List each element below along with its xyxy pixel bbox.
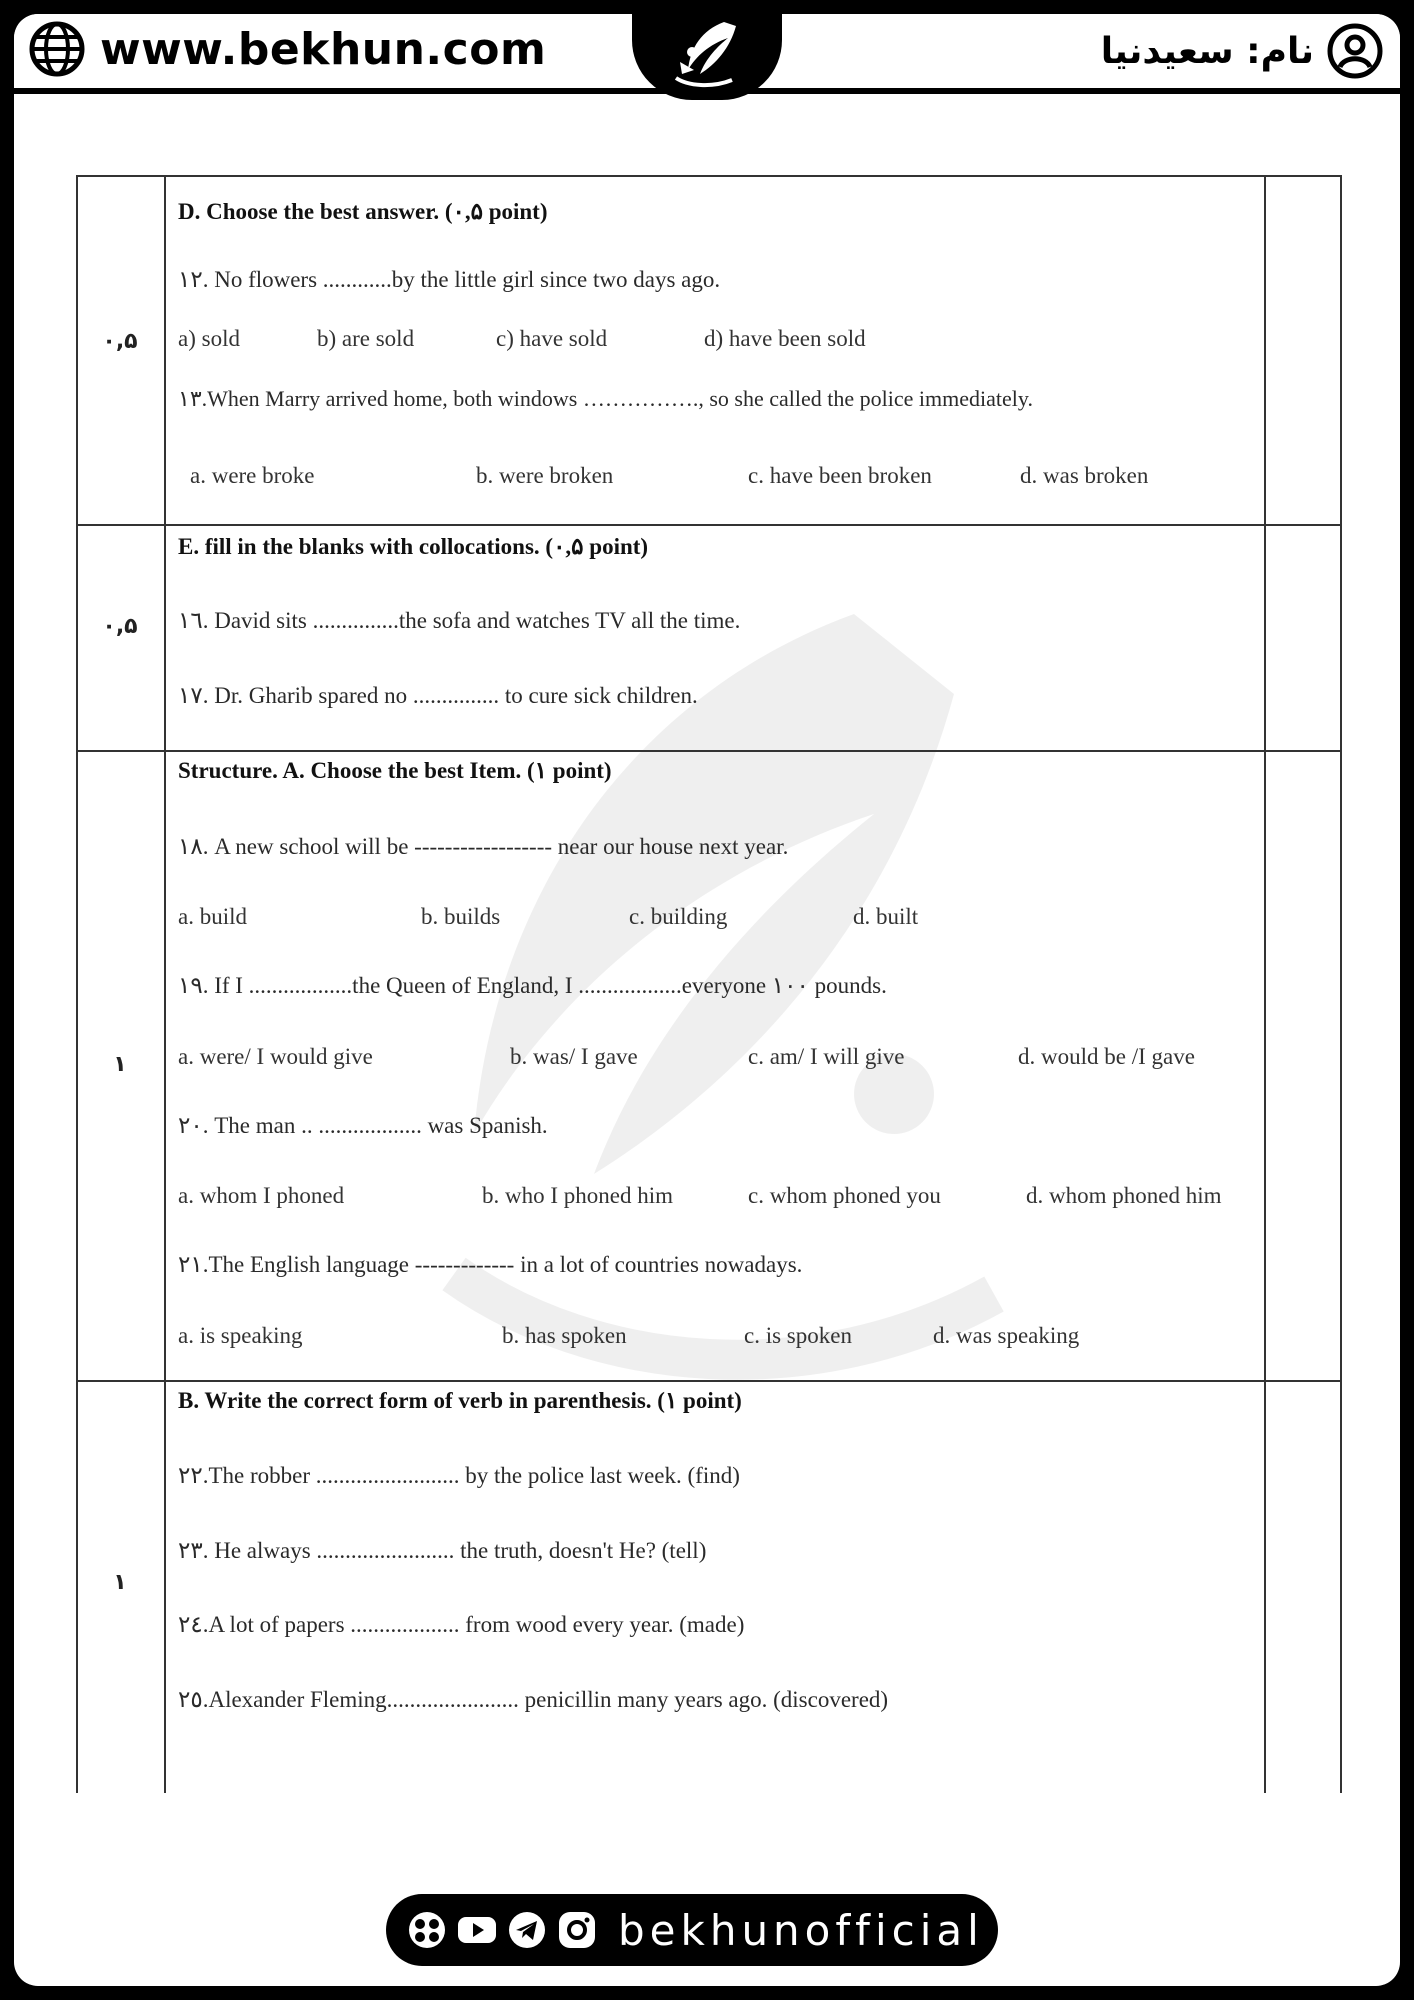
q20-option-a: a. whom I phoned xyxy=(178,1183,345,1208)
q12-option-c: c) have sold xyxy=(496,326,608,351)
social-handle: bekhunofficial xyxy=(618,1905,984,1955)
question-16: ۱٦. David sits ...............the sofa and watches TV all the time. xyxy=(178,608,741,633)
q13-option-c: c. have been broken xyxy=(748,463,932,488)
question-19: ۱۹. If I ..................the Queen of England, I ..................everyone ۱۰۰ pounds. xyxy=(178,973,887,998)
question-13: ۱۳.When Marry arrived home, both windows ……………., so she called the police immediately. xyxy=(178,386,1033,411)
section-e xyxy=(78,524,1340,752)
section-e-score: ۰,۵ xyxy=(102,614,138,639)
exam-table xyxy=(76,175,1342,1793)
section-structure-b-score: ۱ xyxy=(113,1570,127,1595)
q20-option-c: c. whom phoned you xyxy=(748,1183,941,1208)
question-12: ۱۲. No flowers ............by the little girl since two days ago. xyxy=(178,267,721,292)
section-structure-a-score: ۱ xyxy=(113,1052,127,1077)
q13-option-a: a. were broke xyxy=(190,463,315,488)
section-structure-b-title: B. Write the correct form of verb in parenthesis. (۱ point) xyxy=(178,1388,742,1413)
q12-option-a: a) sold xyxy=(178,326,240,351)
q20-option-d: d. whom phoned him xyxy=(1026,1183,1222,1208)
globe-icon xyxy=(28,20,86,78)
q18-option-d: d. built xyxy=(853,904,919,929)
question-20: ۲۰. The man .. .................. was Spanish. xyxy=(178,1113,548,1138)
q18-option-b: b. builds xyxy=(421,904,501,929)
section-structure-a-title: Structure. A. Choose the best Item. (۱ point) xyxy=(178,758,612,783)
question-22: ۲۲.The robber ......................... by the police last week. (find) xyxy=(178,1463,740,1488)
q18-option-c: c. building xyxy=(629,904,728,929)
question-18: ۱۸. A new school will be ------------------ near our house next year. xyxy=(178,834,789,859)
q19-option-a: a. were/ I would give xyxy=(178,1044,373,1069)
section-e-title: E. fill in the blanks with collocations. (۰,۵ point) xyxy=(178,534,649,559)
question-23: ۲۳. He always ........................ the truth, doesn't He? (tell) xyxy=(178,1538,707,1563)
site-url: www.bekhun.com xyxy=(100,23,547,75)
top-bar xyxy=(14,14,1400,94)
q12-option-d: d) have been sold xyxy=(704,326,866,351)
q21-option-b: b. has spoken xyxy=(502,1323,627,1348)
q19-option-c: c. am/ I will give xyxy=(748,1044,905,1069)
brand-logo xyxy=(632,14,782,100)
q19-option-b: b. was/ I gave xyxy=(510,1044,638,1069)
page-frame xyxy=(14,14,1400,1986)
question-21: ۲۱.The English language ------------- in a lot of countries nowadays. xyxy=(178,1252,803,1277)
q12-option-b: b) are sold xyxy=(317,326,415,351)
q21-option-a: a. is speaking xyxy=(178,1323,303,1348)
q13-option-d: d. was broken xyxy=(1020,463,1149,488)
social-footer[interactable] xyxy=(386,1894,998,1966)
section-d-title: D. Choose the best answer. (۰,۵ point) xyxy=(178,199,548,224)
section-structure-a xyxy=(78,750,1340,1382)
question-25: ۲٥.Alexander Fleming....................... penicillin many years ago. (discovered) xyxy=(178,1687,889,1712)
aparat-icon[interactable] xyxy=(406,1909,448,1951)
q20-option-b: b. who I phoned him xyxy=(482,1183,674,1208)
site-link[interactable] xyxy=(28,20,546,78)
question-24: ۲٤.A lot of papers ................... from wood every year. (made) xyxy=(178,1612,745,1637)
q18-option-a: a. build xyxy=(178,904,247,929)
q19-option-d: d. would be /I gave xyxy=(1018,1044,1195,1069)
q13-option-b: b. were broken xyxy=(476,463,614,488)
section-structure-b xyxy=(78,1380,1340,1793)
question-17: ۱۷. Dr. Gharib spared no ............... to cure sick children. xyxy=(178,683,698,708)
section-d-score: ۰,۵ xyxy=(102,329,138,354)
section-d xyxy=(78,177,1340,526)
quill-logo-icon xyxy=(632,14,782,100)
user-icon xyxy=(1326,22,1384,80)
q21-option-c: c. is spoken xyxy=(744,1323,852,1348)
telegram-icon[interactable] xyxy=(506,1909,548,1951)
student-name-text: نام: سعیدنیا xyxy=(1100,30,1314,72)
q21-option-d: d. was speaking xyxy=(933,1323,1080,1348)
instagram-icon[interactable] xyxy=(556,1909,598,1951)
youtube-icon[interactable] xyxy=(456,1909,498,1951)
student-name xyxy=(1101,22,1384,80)
